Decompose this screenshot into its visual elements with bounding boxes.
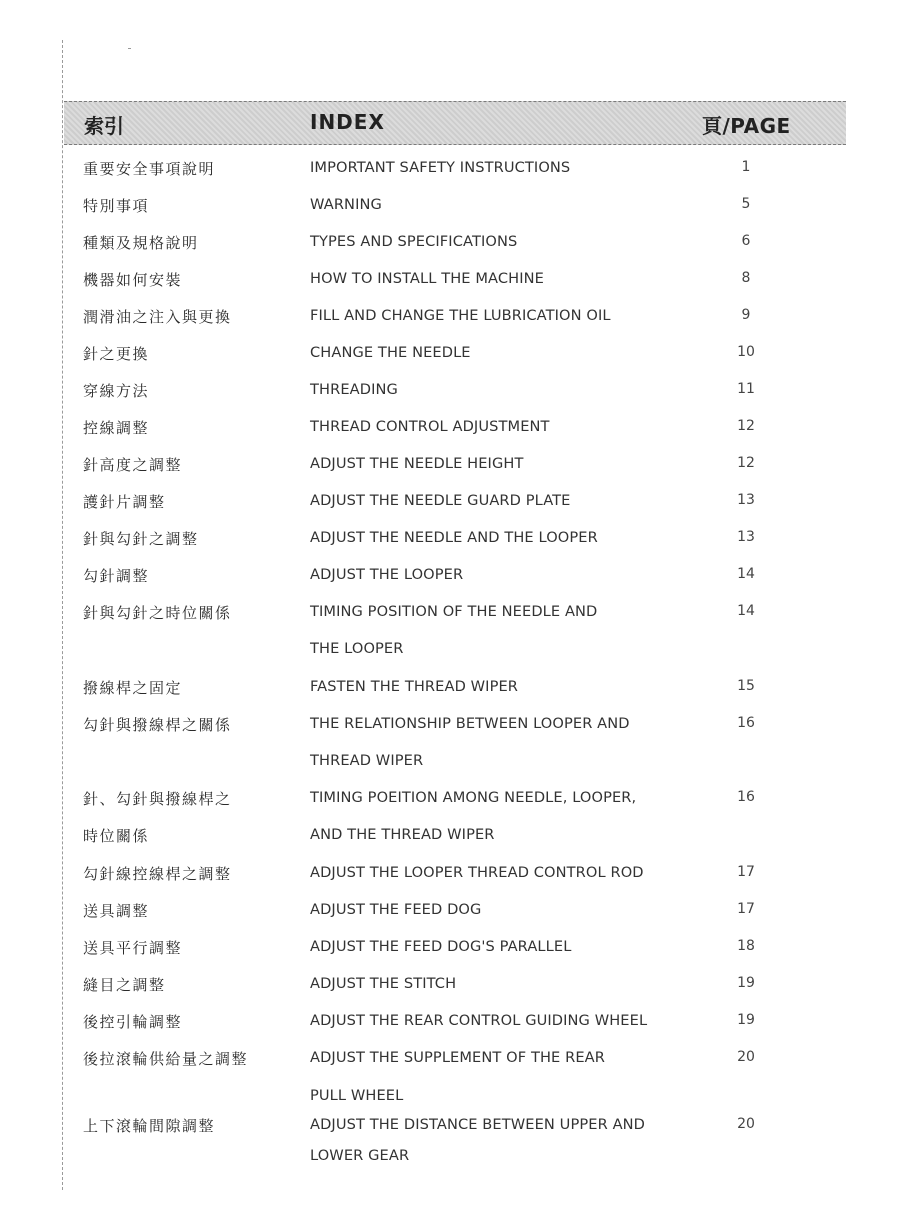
index-row <box>0 298 900 335</box>
entry-english: PULL WHEEL <box>310 1087 404 1104</box>
entry-english: TIMING POSITION OF THE NEEDLE AND <box>310 603 598 620</box>
entry-chinese: 種類及規格說明 <box>83 234 199 252</box>
index-row <box>0 409 900 446</box>
entry-chinese: 針高度之調整 <box>83 456 183 474</box>
entry-chinese: 穿線方法 <box>83 382 150 400</box>
entry-chinese: 機器如何安裝 <box>83 271 183 289</box>
index-row <box>0 669 900 706</box>
header-page-title: 頁/PAGE <box>702 114 791 138</box>
entry-english: IMPORTANT SAFETY INSTRUCTIONS <box>310 159 571 176</box>
entry-english: THREAD WIPER <box>310 752 424 769</box>
entry-chinese: 特別事項 <box>83 197 150 215</box>
entry-chinese: 後控引輪調整 <box>83 1013 183 1031</box>
entry-chinese: 時位關係 <box>83 827 150 845</box>
index-row <box>0 372 900 409</box>
entry-page-number: 12 <box>737 418 755 434</box>
index-row <box>0 817 900 854</box>
entry-chinese: 後拉滾輪供給量之調整 <box>83 1050 249 1068</box>
index-row <box>0 557 900 594</box>
index-row <box>0 929 900 966</box>
entry-english: THREADING <box>310 381 398 398</box>
entry-chinese: 送具平行調整 <box>83 939 183 957</box>
entry-chinese: 上下滾輪間隙調整 <box>83 1117 216 1135</box>
entry-english: TYPES AND SPECIFICATIONS <box>310 233 518 250</box>
entry-chinese: 針與勾針之調整 <box>83 530 199 548</box>
index-row <box>0 1040 900 1077</box>
entry-english: ADJUST THE NEEDLE GUARD PLATE <box>310 492 571 509</box>
entry-english: WARNING <box>310 196 382 213</box>
entry-english: FILL AND CHANGE THE LUBRICATION OIL <box>310 307 611 324</box>
entry-page-number: 13 <box>737 529 755 545</box>
index-row <box>0 187 900 224</box>
index-header-bar <box>64 101 846 145</box>
header-chinese-title: 索引 <box>84 114 124 138</box>
entry-page-number: 19 <box>737 975 755 991</box>
entry-english: ADJUST THE REAR CONTROL GUIDING WHEEL <box>310 1012 648 1029</box>
index-row <box>0 224 900 261</box>
entry-page-number: 12 <box>737 455 755 471</box>
entry-page-number: 11 <box>737 381 755 397</box>
index-row <box>0 966 900 1003</box>
entry-english: HOW TO INSTALL THE MACHINE <box>310 270 544 287</box>
entry-page-number: 18 <box>737 938 755 954</box>
entry-chinese: 針與勾針之時位關係 <box>83 604 232 622</box>
index-row <box>0 1003 900 1040</box>
index-row <box>0 855 900 892</box>
entry-chinese: 勾針與撥線桿之關係 <box>83 716 232 734</box>
entry-page-number: 10 <box>737 344 755 360</box>
entry-chinese: 重要安全事項說明 <box>83 160 216 178</box>
entry-page-number: 19 <box>737 1012 755 1028</box>
entry-page-number: 5 <box>741 196 751 212</box>
index-row <box>0 631 900 668</box>
entry-english: THE RELATIONSHIP BETWEEN LOOPER AND <box>310 715 630 732</box>
index-row <box>0 261 900 298</box>
entry-page-number: 8 <box>741 270 751 286</box>
entry-english: AND THE THREAD WIPER <box>310 826 495 843</box>
index-row <box>0 483 900 520</box>
index-row <box>0 706 900 743</box>
entry-chinese: 針之更換 <box>83 345 150 363</box>
entry-page-number: 17 <box>737 864 755 880</box>
entry-chinese: 勾針線控線桿之調整 <box>83 865 232 883</box>
entry-english: ADJUST THE NEEDLE AND THE LOOPER <box>310 529 598 546</box>
entry-english: THREAD CONTROL ADJUSTMENT <box>310 418 550 435</box>
index-row <box>0 1138 900 1175</box>
entry-page-number: 16 <box>737 789 755 805</box>
entry-english: ADJUST THE LOOPER THREAD CONTROL ROD <box>310 864 644 881</box>
entry-page-number: 14 <box>737 566 755 582</box>
entry-english: ADJUST THE SUPPLEMENT OF THE REAR <box>310 1049 606 1066</box>
entry-english: CHANGE THE NEEDLE <box>310 344 471 361</box>
entry-chinese: 控線調整 <box>83 419 150 437</box>
entry-english: TIMING POEITION AMONG NEEDLE, LOOPER, <box>310 789 637 806</box>
scan-speck <box>128 48 131 49</box>
entry-page-number: 20 <box>737 1116 755 1132</box>
entry-page-number: 1 <box>741 159 751 175</box>
index-row <box>0 520 900 557</box>
index-row <box>0 150 900 187</box>
entry-english: LOWER GEAR <box>310 1147 410 1164</box>
entry-english: ADJUST THE LOOPER <box>310 566 464 583</box>
entry-english: ADJUST THE DISTANCE BETWEEN UPPER AND <box>310 1116 646 1133</box>
entry-page-number: 9 <box>741 307 751 323</box>
entry-english: FASTEN THE THREAD WIPER <box>310 678 519 695</box>
entry-page-number: 13 <box>737 492 755 508</box>
index-row <box>0 594 900 631</box>
entry-page-number: 6 <box>741 233 751 249</box>
entry-english: ADJUST THE STITCH <box>310 975 457 992</box>
entry-page-number: 20 <box>737 1049 755 1065</box>
entry-chinese: 縫目之調整 <box>83 976 166 994</box>
entry-chinese: 撥線桿之固定 <box>83 679 183 697</box>
entry-page-number: 16 <box>737 715 755 731</box>
index-row <box>0 743 900 780</box>
index-row <box>0 780 900 817</box>
entry-page-number: 15 <box>737 678 755 694</box>
entry-english: ADJUST THE FEED DOG'S PARALLEL <box>310 938 572 955</box>
entry-chinese: 護針片調整 <box>83 493 166 511</box>
entry-english: ADJUST THE NEEDLE HEIGHT <box>310 455 524 472</box>
entry-chinese: 針、勾針與撥線桿之 <box>83 790 232 808</box>
entry-chinese: 潤滑油之注入與更換 <box>83 308 232 326</box>
header-index-title: INDEX <box>310 110 385 134</box>
index-row <box>0 446 900 483</box>
entry-chinese: 勾針調整 <box>83 567 150 585</box>
entry-english: ADJUST THE FEED DOG <box>310 901 482 918</box>
index-row <box>0 892 900 929</box>
index-row <box>0 335 900 372</box>
entry-page-number: 14 <box>737 603 755 619</box>
entry-english: THE LOOPER <box>310 640 404 657</box>
entry-page-number: 17 <box>737 901 755 917</box>
entry-chinese: 送具調整 <box>83 902 150 920</box>
